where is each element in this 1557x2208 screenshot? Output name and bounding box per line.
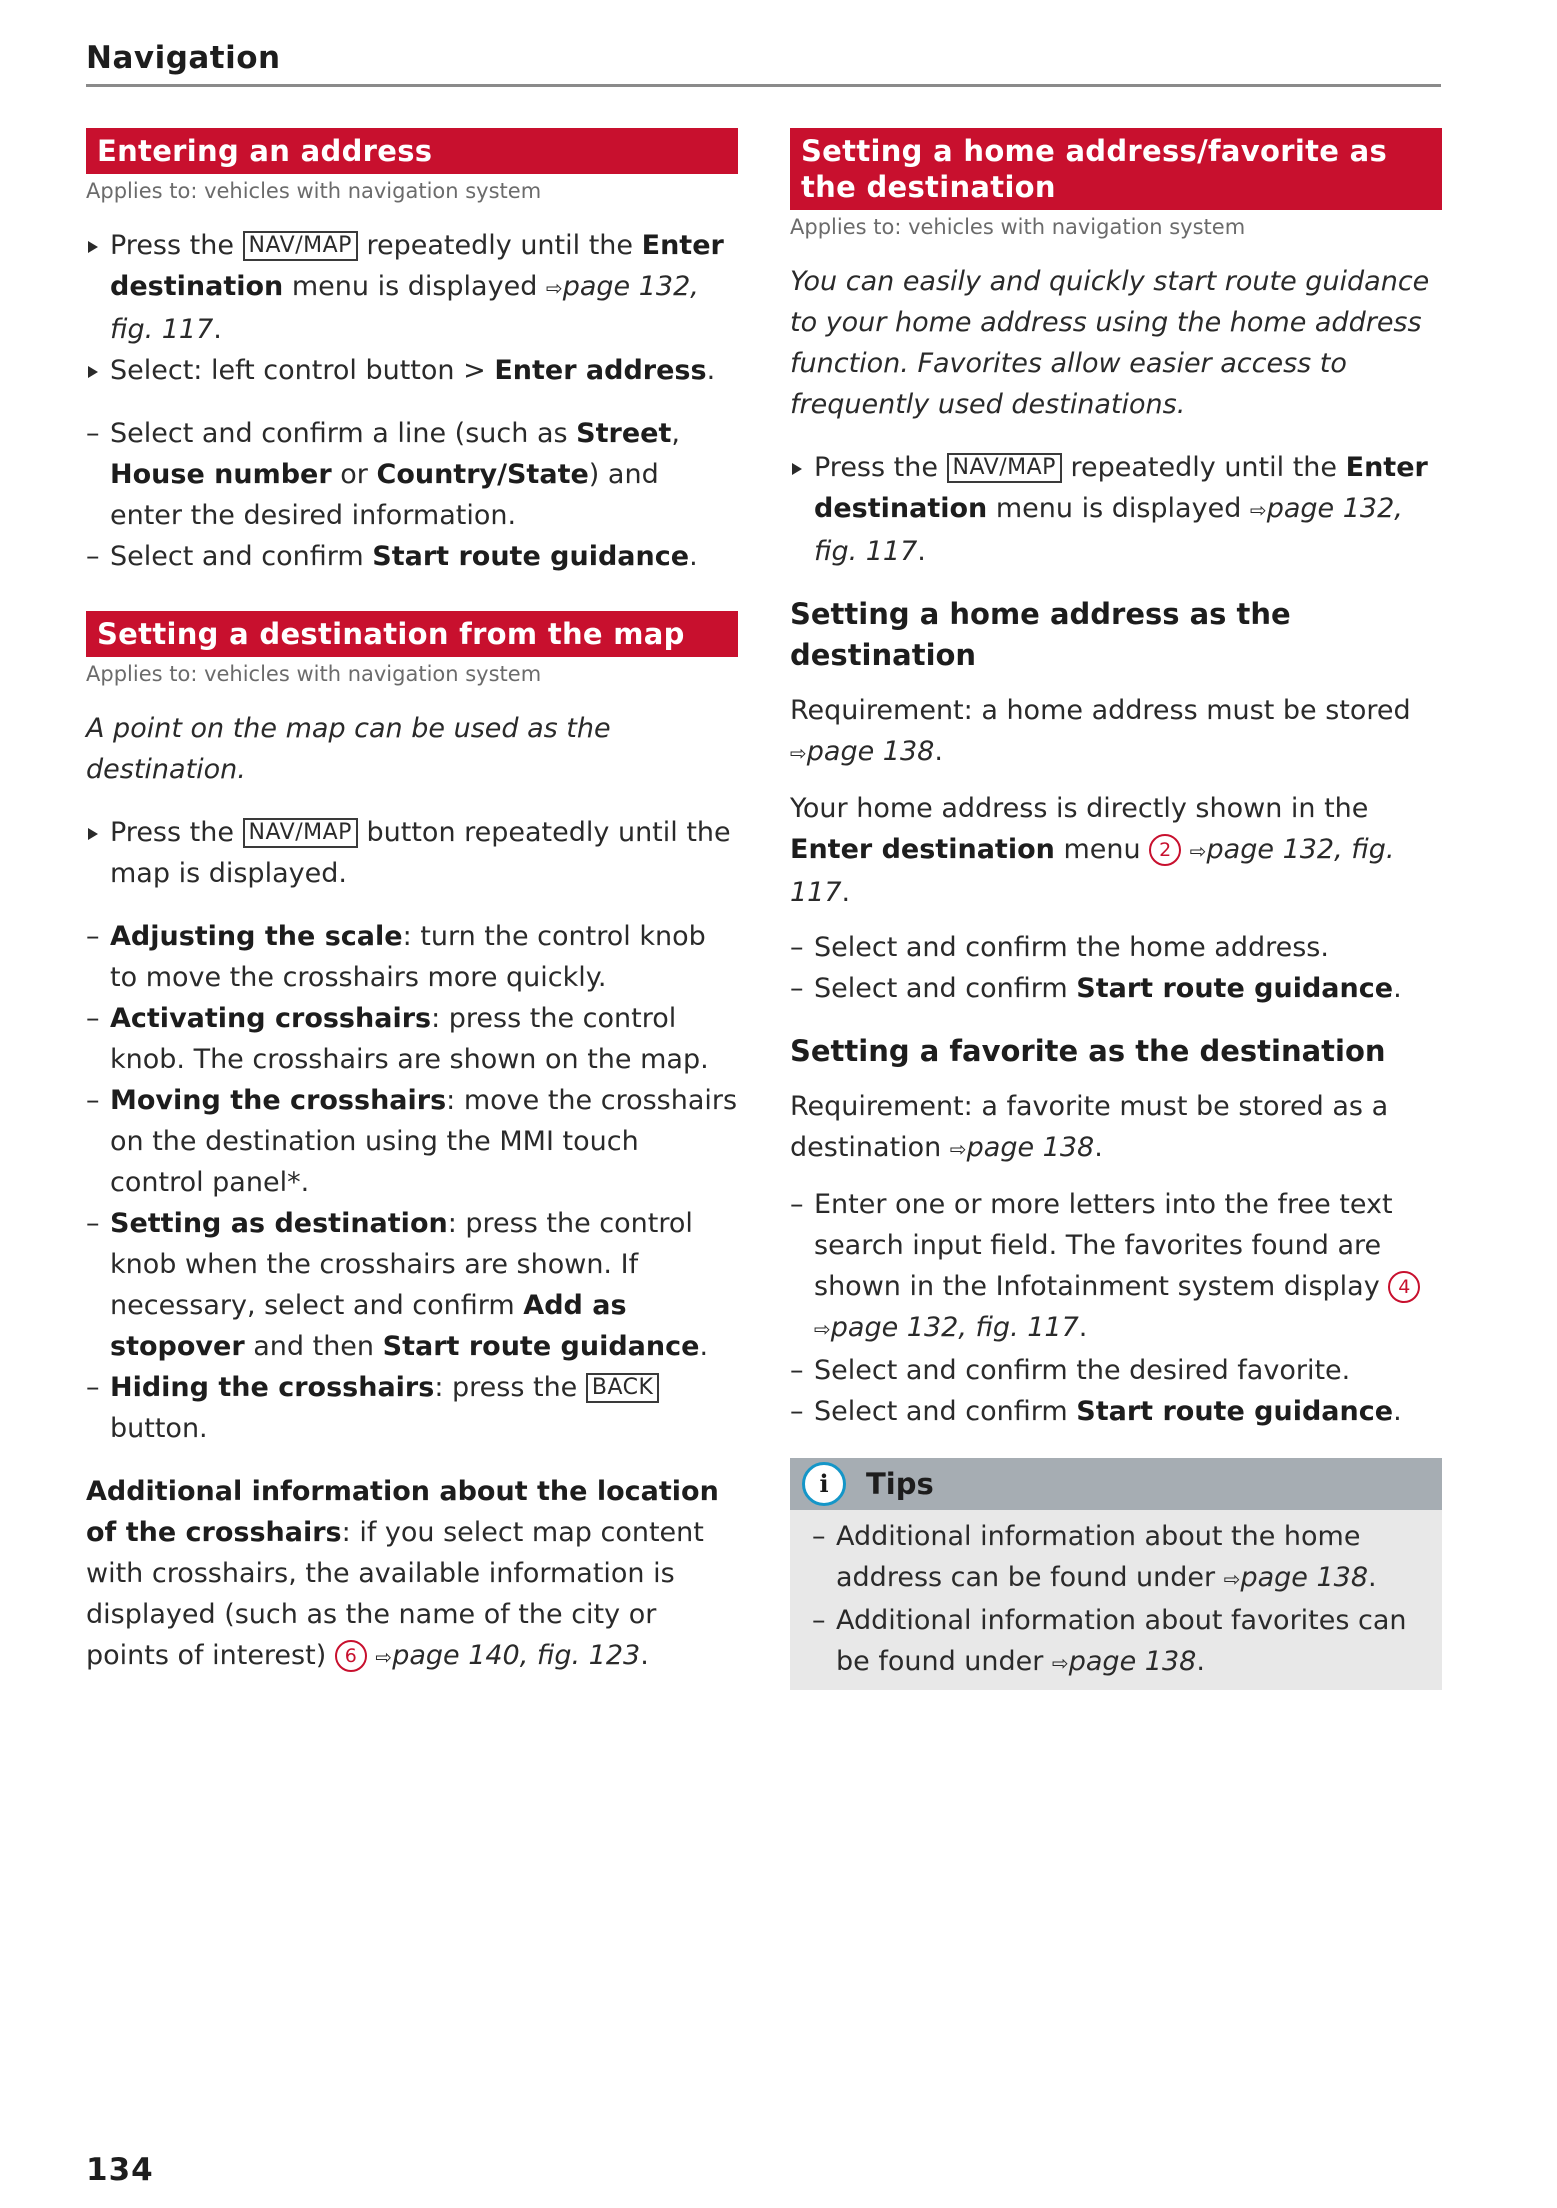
dash-item: – Activating crosshairs: press the control knob. The crosshairs are shown on the map. [86,998,738,1080]
dash-item: – Enter one or more letters into the free text search input field. The favorites found are shown in the Infotainment system display 4 ⇨page 132, fig. 117. [790,1184,1442,1350]
page-ref-arrow-icon: ⇨ [1223,1567,1241,1591]
page-ref-arrow-icon: ⇨ [1189,839,1207,863]
page-ref-arrow-icon: ⇨ [949,1137,967,1161]
section-heading-home-favorite: Setting a home address/favorite as the destination [790,128,1442,210]
page-ref-arrow-icon: ⇨ [814,1317,831,1341]
step-list [86,225,738,391]
page-reference[interactable]: page 138 [1068,1646,1197,1677]
page-header-title: Navigation [86,40,281,76]
step-item: Press the NAV/MAP repeatedly until the Enter destination menu is displayed ⇨page 132, fig. 117. [86,225,738,350]
subheading-favorite: Setting a favorite as the destination [790,1034,1386,1068]
dash-item: – Setting as destination: press the control knob when the crosshairs are shown. If necessary, select and confirm Add as stopover and then Start route guidance. [86,1203,738,1367]
page-number: 134 [86,2152,154,2188]
tips-box [790,1458,1442,1690]
tips-label: Tips [866,1466,934,1501]
page-reference[interactable]: page 132, fig. 117 [110,271,699,345]
applies-to-note: Applies to: vehicles with navigation system [86,179,542,203]
dash-item: – Select and confirm Start route guidance. [790,1391,1442,1432]
left-column [86,128,738,1692]
dash-item: – Select and confirm Start route guidance. [790,968,1442,1009]
right-column [790,128,1442,1690]
dash-list [790,927,1442,1009]
additional-info-paragraph: Additional information about the location of the crosshairs: if you select map content with crosshairs, the available information is displayed (such as the name of the city or points of interest) 6 ⇨page 140, fig. 123. [86,1476,719,1671]
step-list [86,812,738,894]
page-ref-arrow-icon: ⇨ [1051,1651,1069,1675]
applies-to-note: Applies to: vehicles with navigation system [790,215,1246,239]
section-intro: You can easily and quickly start route guidance to your home address using the home address function. Favorites allow easier access to frequently used destinations. [790,266,1430,420]
dash-item: – Select and confirm a line (such as Street, House number or Country/State) and enter the desired information. [86,413,738,536]
page-reference[interactable]: page 132, fig. 117 [814,493,1403,567]
header-divider [86,84,1441,87]
section-heading-entering-address: Entering an address [86,128,738,174]
dash-item: – Adjusting the scale: turn the control knob to move the crosshairs more quickly. [86,916,738,998]
requirement-text: Requirement: a favorite must be stored as a destination ⇨page 138. [790,1091,1389,1163]
page-reference[interactable]: page 138 [806,736,935,767]
dash-item: – Select and confirm Start route guidance. [86,536,738,577]
dash-item: – Select and confirm the home address. [790,927,1442,968]
page-reference[interactable]: page 132, fig. 117 [790,834,1395,908]
dash-list [86,413,738,577]
applies-to-note: Applies to: vehicles with navigation system [86,662,542,686]
dash-list [790,1184,1442,1432]
section-heading-destination-from-map: Setting a destination from the map [86,611,738,657]
section-intro: A point on the map can be used as the destination. [86,713,611,785]
nav-map-key: NAV/MAP [243,231,358,261]
page-ref-arrow-icon: ⇨ [790,741,807,765]
step-item: Press the NAV/MAP button repeatedly until the map is displayed. [86,812,738,894]
step-list [790,447,1442,572]
page-reference[interactable]: page 132, fig. 117 [830,1312,1079,1343]
tips-header [790,1458,1442,1510]
page-ref-arrow-icon: ⇨ [545,276,563,300]
page-ref-arrow-icon: ⇨ [1249,498,1267,522]
home-address-text: Your home address is directly shown in the Enter destination menu 2 ⇨page 132, fig. 117. [790,793,1395,908]
dash-list [86,916,738,1449]
info-icon: i [802,1462,846,1506]
callout-marker: 6 [335,1640,367,1672]
step-item: Select: left control button > Enter address. [86,350,738,391]
callout-marker: 2 [1149,834,1181,866]
subheading-home-address: Setting a home address as the destination [790,597,1291,672]
page-ref-arrow-icon: ⇨ [375,1645,393,1669]
back-key: BACK [586,1373,660,1403]
tip-item: – Additional information about favorites can be found under ⇨page 138. [812,1600,1428,1684]
nav-map-key: NAV/MAP [947,453,1062,483]
page-reference[interactable]: page 140, fig. 123 [392,1640,641,1671]
requirement-text: Requirement: a home address must be stored ⇨page 138. [790,695,1411,767]
dash-item: – Hiding the crosshairs: press the BACK button. [86,1367,738,1449]
step-item: Press the NAV/MAP repeatedly until the Enter destination menu is displayed ⇨page 132, fig. 117. [790,447,1442,572]
tips-list [790,1510,1442,1690]
callout-marker: 4 [1388,1271,1420,1303]
dash-item: – Moving the crosshairs: move the crosshairs on the destination using the MMI touch control panel*. [86,1080,738,1203]
dash-item: – Select and confirm the desired favorite. [790,1350,1442,1391]
page-reference[interactable]: page 138 [966,1132,1095,1163]
nav-map-key: NAV/MAP [243,818,358,848]
tip-item: – Additional information about the home address can be found under ⇨page 138. [812,1516,1428,1600]
page-reference[interactable]: page 138 [1240,1562,1369,1593]
